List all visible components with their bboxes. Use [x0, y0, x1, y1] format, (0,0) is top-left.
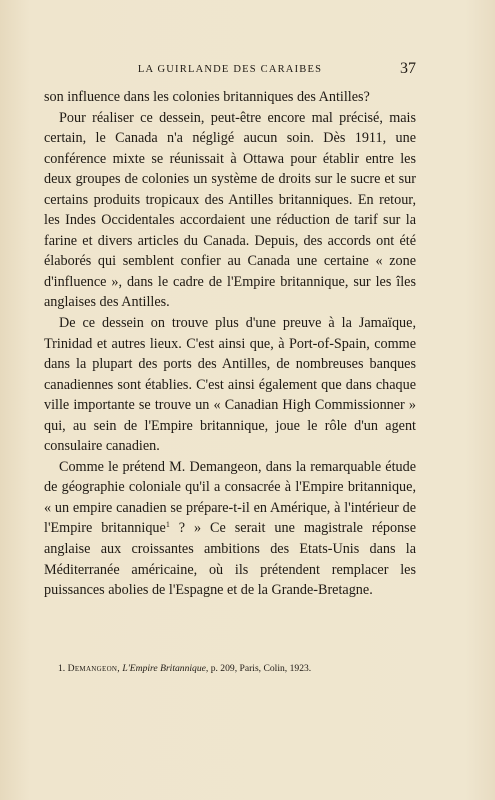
page-header — [44, 62, 416, 82]
paragraph-canada-dessein: Pour réaliser ce dessein, peut-être encore mal précisé, mais certain, le Canada n'a négligé aucun soin. Dès 1911, une conférence mixte se réunissait à Ottawa pour établir entre les deux groupes de colonies un système de droits sur le sucre et sur certains produits tropicaux des Antilles britanniques. En retour, les Indes Occidentales accordaient une réduction de tarif sur la farine et divers articles du Canada. Depuis, des accords ont été élaborés qui semblent confier au Canada une certaine « zone d'influence », dans le cadre de l'Empire britannique, sur les îles anglaises des Antilles. — [44, 109, 416, 311]
footnote-author: Demangeon, — [67, 663, 120, 674]
running-title: LA GUIRLANDE DES CARAIBES — [137, 64, 323, 75]
page-number: 37 — [400, 60, 416, 77]
footnote — [58, 662, 418, 676]
footnote-number: 1. — [58, 663, 66, 674]
paragraph-demangeon — [44, 457, 416, 601]
paragraph-continuation: son influence dans les colonies britanniques des Antilles? — [44, 89, 370, 105]
footnote-details: p. 209, Paris, Colin, 1923. — [208, 663, 312, 674]
footnote-marker: 1 — [165, 520, 170, 530]
paragraph-demangeon-text-1: Comme le prétend M. Demangeon, dans la remarquable étude de géographie coloniale qu'il a consacrée à l'Empire britannique, « un empire canadien se prépare-t-il en Amérique, à l'intérieur de l'Empire britannique — [44, 458, 416, 537]
paragraph-preuves: De ce dessein on trouve plus d'une preuve à la Jamaïque, Trinidad et autres lieux. C'est ainsi que, à Port-of-Spain, comme dans la plupart des ports des Antilles, de nombreuses banques canadiennes sont établies. C'est ainsi également que dans chaque ville importante se trouve un « Canadian High Commissionner » qui, au sein de l'Empire britannique, joue le rôle d'un agent consulaire canadien. — [44, 315, 416, 455]
footnote-title: L'Empire Britannique, — [122, 663, 209, 674]
paragraph-demangeon-text-2: ? » Ce serait une magistrale réponse anglaise aux croissantes ambitions des Etats-Unis dans la Méditerranée américaine, où ils prétendent remplacer les puissances abolies de l'Espagne et de la Grande-Bretagne. — [44, 520, 417, 599]
body-text — [44, 87, 416, 601]
